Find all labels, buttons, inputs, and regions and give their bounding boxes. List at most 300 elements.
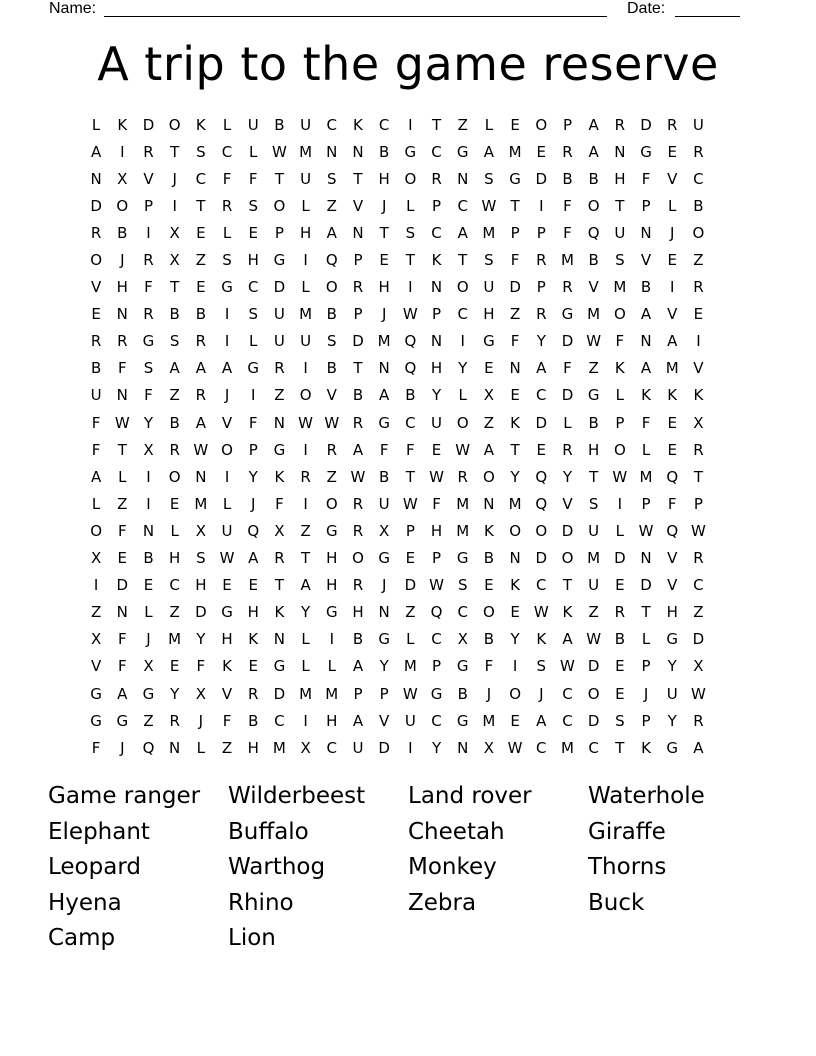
grid-letter: D (509, 278, 521, 297)
grid-letter: Z (588, 359, 599, 378)
grid-letter: E (510, 711, 520, 730)
grid-letter: G (561, 305, 574, 324)
grid-letter: B (483, 630, 495, 649)
grid-letter: C (536, 576, 547, 595)
grid-letter: W (455, 440, 471, 459)
word-list (48, 779, 768, 957)
grid-letter: B (90, 359, 102, 378)
grid-letter: E (91, 305, 101, 324)
grid-letter: S (169, 332, 180, 351)
grid-letter: J (198, 711, 204, 730)
grid-letter: E (248, 223, 258, 242)
grid-letter: F (91, 413, 101, 432)
grid-letter: S (588, 494, 599, 513)
grid-letter: G (378, 630, 390, 649)
grid-letter: N (273, 630, 286, 649)
grid-letter: W (402, 684, 418, 703)
grid-row (83, 328, 712, 355)
grid-letter: G (666, 630, 679, 649)
word-list-item: Thorns (588, 854, 667, 881)
grid-letter: O (509, 521, 521, 540)
grid-letter: C (274, 711, 285, 730)
grid-letter: I (408, 738, 413, 757)
grid-letter: D (90, 196, 102, 215)
grid-letter: K (641, 386, 651, 405)
grid-letter: Q (666, 521, 679, 540)
grid-letter: Q (430, 603, 443, 622)
grid-letter: H (326, 576, 338, 595)
grid-letter: R (143, 142, 154, 161)
grid-letter: I (539, 196, 544, 215)
grid-letter: D (116, 576, 129, 595)
worksheet-header (0, 0, 816, 24)
grid-letter: L (170, 521, 179, 540)
grid-letter: T (641, 603, 651, 622)
grid-letter: T (615, 196, 625, 215)
grid-letter: G (273, 251, 286, 270)
grid-letter: W (193, 440, 209, 459)
grid-letter: X (693, 413, 704, 432)
grid-letter: B (457, 684, 468, 703)
grid-letter: A (640, 305, 652, 324)
word-list-item: Cheetah (408, 818, 505, 845)
grid-row (83, 192, 712, 219)
grid-letter: X (195, 521, 206, 540)
grid-letter: K (353, 115, 363, 134)
grid-letter: L (222, 494, 232, 513)
grid-letter: L (222, 223, 232, 242)
grid-letter: O (561, 549, 574, 568)
grid-letter: N (169, 738, 181, 757)
grid-letter: K (248, 630, 259, 649)
grid-letter: C (431, 142, 442, 161)
grid-letter: T (353, 169, 363, 188)
letter-grid (83, 111, 712, 761)
grid-letter: D (587, 711, 600, 730)
grid-letter: N (457, 169, 469, 188)
grid-letter: Z (326, 467, 337, 486)
grid-letter: L (615, 521, 625, 540)
grid-letter: Y (379, 657, 389, 676)
word-list-item: Elephant (48, 818, 150, 845)
grid-letter: I (303, 359, 308, 378)
grid-letter: N (614, 142, 626, 161)
grid-letter: A (195, 413, 206, 432)
grid-letter: T (405, 467, 415, 486)
grid-letter: E (510, 115, 520, 134)
grid-letter: I (251, 386, 256, 405)
grid-letter: E (667, 440, 677, 459)
grid-letter: B (248, 711, 259, 730)
grid-letter: K (274, 467, 285, 486)
grid-letter: R (352, 413, 364, 432)
grid-letter: M (587, 549, 601, 568)
grid-letter: G (273, 440, 286, 459)
grid-letter: W (402, 494, 418, 513)
grid-letter: R (352, 494, 364, 513)
grid-letter: D (640, 115, 652, 134)
grid-letter: R (143, 251, 154, 270)
grid-letter: V (562, 494, 573, 513)
grid-letter: L (641, 630, 651, 649)
grid-letter: S (405, 223, 416, 242)
grid-letter: K (693, 386, 704, 405)
grid-letter: R (352, 278, 364, 297)
grid-letter: A (352, 440, 364, 459)
grid-letter: U (588, 521, 600, 540)
grid-letter: H (169, 549, 181, 568)
grid-letter: Y (536, 332, 546, 351)
grid-letter: D (378, 738, 390, 757)
grid-letter: N (378, 359, 390, 378)
grid-letter: R (431, 169, 442, 188)
grid-letter: E (615, 684, 625, 703)
grid-letter: M (508, 142, 522, 161)
grid-letter: U (221, 521, 233, 540)
word-list-item: Land rover (408, 783, 532, 809)
grid-letter: H (352, 603, 364, 622)
grid-letter: B (562, 169, 573, 188)
word-list-item: Hyena (48, 889, 122, 916)
grid-letter: W (586, 332, 602, 351)
grid-letter: D (142, 115, 155, 134)
grid-letter: E (484, 359, 494, 378)
grid-letter: B (483, 549, 495, 568)
grid-letter: V (693, 359, 704, 378)
grid-letter: V (352, 196, 364, 215)
grid-letter: A (248, 549, 259, 568)
grid-letter: S (248, 305, 258, 324)
grid-letter: J (643, 684, 649, 703)
grid-letter: B (379, 467, 390, 486)
grid-letter: B (352, 386, 364, 405)
grid-letter: T (431, 115, 442, 134)
grid-letter: F (563, 196, 572, 215)
grid-letter: O (404, 169, 417, 188)
grid-letter: N (352, 223, 364, 242)
grid-letter: J (120, 738, 125, 757)
grid-letter: W (507, 738, 523, 757)
grid-letter: R (693, 142, 704, 161)
word-list-item: Warthog (228, 854, 326, 881)
grid-row (83, 355, 712, 382)
grid-letter: U (431, 413, 443, 432)
grid-letter: A (300, 576, 311, 595)
grid-letter: F (641, 413, 651, 432)
grid-letter: A (326, 223, 337, 242)
grid-letter: M (482, 223, 496, 242)
grid-letter: R (326, 440, 337, 459)
grid-letter: P (562, 115, 572, 134)
grid-letter: F (222, 711, 232, 730)
grid-letter: E (405, 549, 416, 568)
grid-letter: U (300, 115, 312, 134)
grid-letter: F (117, 521, 127, 540)
grid-letter: Q (535, 494, 548, 513)
grid-letter: X (143, 657, 154, 676)
grid-letter: B (326, 359, 337, 378)
grid-letter: F (117, 630, 127, 649)
grid-letter: R (195, 386, 207, 405)
word-list-item: Zebra (408, 889, 477, 916)
grid-letter: N (378, 603, 390, 622)
grid-letter: H (247, 738, 259, 757)
grid-letter: T (301, 549, 311, 568)
grid-letter: E (667, 142, 677, 161)
grid-letter: W (350, 467, 366, 486)
grid-letter: G (273, 657, 286, 676)
grid-letter: A (352, 711, 364, 730)
grid-letter: J (224, 386, 230, 405)
grid-letter: G (325, 603, 338, 622)
grid-letter: L (458, 386, 467, 405)
grid-letter: G (666, 738, 679, 757)
grid-letter: J (381, 576, 387, 595)
grid-letter: Q (142, 738, 155, 757)
grid-letter: A (562, 630, 573, 649)
grid-letter: G (483, 332, 495, 351)
grid-letter: T (510, 440, 520, 459)
grid-letter: G (456, 657, 469, 676)
grid-letter: M (587, 305, 601, 324)
grid-letter: H (247, 603, 259, 622)
grid-letter: L (301, 278, 310, 297)
grid-letter: O (509, 684, 521, 703)
grid-letter: O (483, 467, 495, 486)
grid-letter: D (535, 169, 548, 188)
grid-letter: Y (667, 711, 677, 730)
grid-letter: K (510, 413, 521, 432)
grid-letter: O (483, 603, 495, 622)
grid-letter: I (408, 115, 413, 134)
grid-letter: A (117, 684, 128, 703)
grid-letter: V (221, 684, 233, 703)
grid-letter: P (353, 684, 363, 703)
grid-letter: T (170, 278, 180, 297)
grid-letter: P (432, 305, 442, 324)
grid-letter: Y (143, 413, 154, 432)
grid-letter: G (221, 603, 233, 622)
name-label: Name: (49, 0, 97, 17)
grid-letter: I (224, 332, 230, 351)
grid-letter: K (274, 603, 285, 622)
grid-letter: R (693, 711, 704, 730)
grid-letter: O (613, 305, 626, 324)
grid-letter: D (404, 576, 417, 595)
grid-letter: G (456, 711, 469, 730)
grid-letter: W (298, 413, 314, 432)
grid-letter: A (640, 359, 652, 378)
grid-letter: E (615, 576, 625, 595)
grid-letter: K (536, 630, 547, 649)
grid-letter: Z (300, 521, 311, 540)
grid-letter: C (536, 738, 547, 757)
grid-letter: B (405, 386, 416, 405)
grid-letter: L (91, 494, 101, 513)
grid-letter: I (172, 196, 177, 215)
grid-letter: T (117, 440, 127, 459)
grid-letter: N (116, 386, 128, 405)
grid-letter: W (481, 196, 497, 215)
grid-row (83, 463, 712, 490)
grid-letter: D (195, 603, 207, 622)
grid-letter: I (146, 223, 151, 242)
grid-letter: R (221, 196, 233, 215)
grid-letter: V (640, 251, 652, 270)
grid-letter: D (614, 549, 626, 568)
grid-letter: O (613, 440, 626, 459)
grid-letter: C (431, 630, 442, 649)
word-list-item: Rhino (228, 889, 294, 916)
grid-letter: I (460, 332, 465, 351)
grid-letter: F (222, 169, 232, 188)
grid-row (83, 246, 712, 273)
grid-letter: M (560, 251, 574, 270)
grid-letter: F (510, 251, 520, 270)
grid-letter: P (248, 440, 258, 459)
grid-letter: F (484, 657, 494, 676)
grid-letter: R (195, 332, 207, 351)
grid-row (83, 707, 712, 734)
grid-letter: S (327, 332, 337, 351)
grid-letter: N (195, 467, 207, 486)
grid-letter: J (381, 196, 387, 215)
grid-letter: I (696, 332, 701, 351)
grid-letter: B (588, 251, 599, 270)
grid-letter: T (353, 359, 363, 378)
grid-letter: T (693, 467, 703, 486)
grid-letter: C (457, 196, 468, 215)
grid-letter: N (352, 142, 364, 161)
grid-letter: M (403, 657, 417, 676)
grid-letter: K (614, 359, 625, 378)
grid-letter: X (379, 521, 390, 540)
grid-letter: I (303, 440, 308, 459)
grid-letter: E (248, 576, 258, 595)
grid-letter: F (91, 738, 101, 757)
grid-letter: U (273, 305, 285, 324)
grid-letter: G (456, 142, 469, 161)
grid-letter: O (325, 278, 338, 297)
page-title: A trip to the game reserve (97, 37, 719, 91)
grid-row (83, 165, 712, 192)
grid-letter: H (221, 630, 233, 649)
grid-letter: O (535, 115, 548, 134)
grid-letter: T (196, 196, 206, 215)
grid-letter: X (117, 169, 128, 188)
grid-letter: L (563, 413, 572, 432)
grid-letter: D (535, 549, 548, 568)
grid-letter: D (561, 332, 574, 351)
grid-letter: O (587, 684, 600, 703)
grid-letter: G (587, 386, 600, 405)
word-list-item: Lion (228, 925, 276, 952)
grid-letter: H (614, 169, 626, 188)
grid-row (83, 111, 712, 138)
grid-letter: Z (326, 196, 337, 215)
grid-letter: B (352, 630, 364, 649)
grid-letter: E (693, 305, 704, 324)
grid-letter: K (222, 657, 232, 676)
grid-letter: B (588, 413, 599, 432)
grid-letter: J (146, 630, 151, 649)
grid-letter: F (91, 440, 101, 459)
grid-letter: Q (404, 359, 417, 378)
grid-row (83, 599, 712, 626)
grid-letter: P (615, 413, 625, 432)
grid-letter: A (379, 386, 390, 405)
grid-letter: R (562, 278, 573, 297)
grid-letter: E (117, 549, 128, 568)
grid-letter: N (116, 305, 128, 324)
grid-letter: Q (247, 521, 260, 540)
grid-letter: J (486, 684, 492, 703)
grid-letter: I (224, 305, 230, 324)
grid-letter: A (667, 332, 678, 351)
grid-letter: T (458, 251, 468, 270)
word-list-item: Buffalo (228, 818, 309, 845)
grid-letter: C (693, 576, 704, 595)
grid-letter: P (405, 521, 415, 540)
grid-letter: N (430, 332, 443, 351)
grid-letter: E (536, 440, 547, 459)
grid-letter: G (378, 549, 390, 568)
grid-letter: Q (535, 467, 548, 486)
grid-letter: T (170, 142, 180, 161)
grid-letter: L (301, 630, 310, 649)
grid-letter: L (249, 332, 258, 351)
grid-letter: X (90, 549, 102, 568)
grid-letter: B (614, 630, 625, 649)
grid-letter: P (536, 278, 546, 297)
grid-letter: R (614, 115, 626, 134)
grid-letter: X (457, 630, 468, 649)
grid-letter: A (195, 359, 206, 378)
grid-letter: X (90, 630, 102, 649)
grid-letter: D (692, 630, 705, 649)
grid-letter: G (142, 332, 155, 351)
grid-letter: F (275, 494, 284, 513)
grid-letter: C (326, 738, 338, 757)
grid-letter: R (117, 332, 128, 351)
grid-letter: E (510, 603, 520, 622)
grid-letter: E (169, 494, 180, 513)
grid-letter: Q (325, 251, 338, 270)
grid-letter: C (536, 386, 547, 405)
grid-letter: V (379, 711, 390, 730)
grid-letter: R (562, 142, 573, 161)
grid-letter: I (146, 494, 151, 513)
grid-row (83, 138, 712, 165)
grid-row (83, 545, 712, 572)
grid-letter: S (196, 549, 206, 568)
grid-letter: T (405, 251, 415, 270)
grid-letter: M (325, 684, 339, 703)
grid-letter: A (352, 657, 364, 676)
grid-letter: T (562, 576, 573, 595)
grid-letter: O (325, 494, 338, 513)
grid-letter: U (247, 115, 259, 134)
grid-letter: R (562, 440, 573, 459)
grid-letter: T (510, 196, 520, 215)
grid-letter: Y (301, 603, 311, 622)
grid-letter: L (327, 657, 336, 676)
grid-letter: S (457, 576, 468, 595)
grid-letter: S (248, 196, 258, 215)
grid-letter: K (510, 576, 521, 595)
grid-letter: H (299, 223, 312, 242)
grid-letter: P (274, 223, 284, 242)
